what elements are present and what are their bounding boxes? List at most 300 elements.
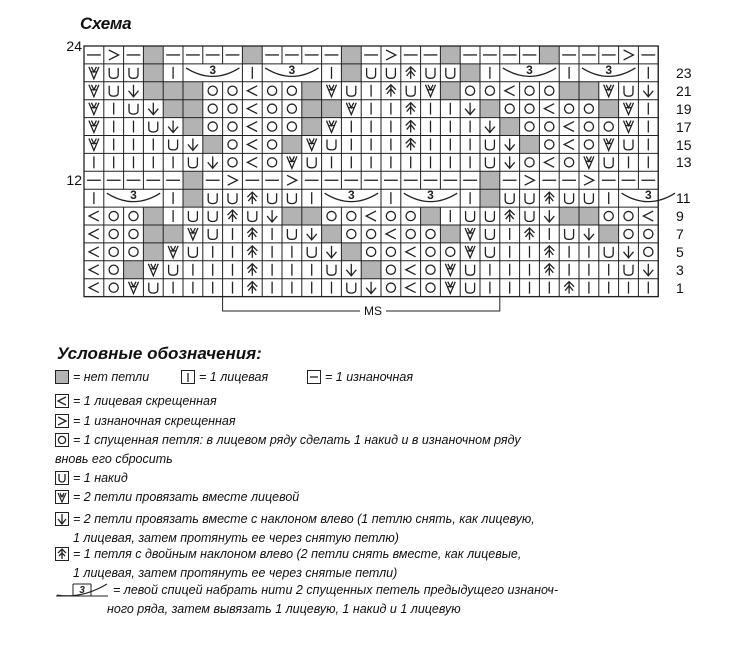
ktbl-symbol: [505, 86, 515, 96]
yo-symbol: [624, 86, 633, 96]
drop-symbol: [406, 211, 415, 220]
drop-symbol: [228, 86, 237, 95]
yo-symbol: [485, 211, 494, 221]
ssk-symbol: [129, 85, 139, 97]
drop-symbol: [644, 247, 653, 256]
svg-text:3: 3: [130, 188, 137, 203]
yo-symbol: [169, 265, 178, 275]
row-number-left: 12: [66, 172, 82, 189]
drop-symbol: [485, 86, 494, 95]
yo-symbol: [406, 86, 415, 96]
row-number-right: 17: [676, 118, 692, 135]
legend-item: [73, 531, 399, 545]
ssk-icon: [55, 512, 69, 526]
drop-symbol: [545, 140, 554, 149]
no-stitch-cell: [480, 171, 500, 189]
k2tog-icon: [55, 490, 69, 504]
yo-symbol: [287, 229, 296, 239]
k2tog-symbol: [287, 156, 297, 168]
yo-symbol: [287, 193, 296, 203]
yo-symbol: [307, 157, 316, 167]
knit-twisted-icon: [55, 394, 69, 408]
ssk-symbol: [505, 139, 515, 151]
yo-symbol: [604, 247, 613, 257]
row-number-right: 15: [676, 136, 692, 153]
drop-symbol: [287, 104, 296, 113]
ssk-symbol: [148, 103, 158, 115]
legend-text: 1 лицевая, затем протянуть ее через снятые петли): [73, 566, 398, 580]
drop-symbol: [426, 247, 435, 256]
ptbl-symbol: [386, 50, 396, 60]
k2tog-symbol: [445, 264, 455, 276]
drop-symbol: [347, 211, 356, 220]
no-stitch-cell: [183, 82, 203, 100]
yo-symbol: [485, 140, 494, 150]
no-stitch-cell: [282, 207, 302, 225]
no-stitch-cell: [480, 100, 500, 118]
yo-symbol: [624, 265, 633, 275]
ssk-symbol: [584, 228, 594, 240]
ssk-symbol: [208, 156, 218, 168]
yo-symbol: [446, 68, 455, 78]
cdd-symbol: [247, 264, 257, 276]
double-decrease-icon: [55, 547, 69, 561]
ktbl-symbol: [386, 229, 396, 239]
cdd-symbol: [406, 103, 416, 115]
drop-symbol: [228, 140, 237, 149]
k2tog-symbol: [89, 121, 99, 133]
svg-text:3: 3: [644, 188, 652, 203]
yo-symbol: [347, 86, 356, 96]
drop-symbol: [426, 265, 435, 274]
yo-symbol: [426, 68, 435, 78]
no-stitch-cell: [599, 225, 619, 243]
row-number-left: 24: [66, 38, 82, 55]
cdd-symbol: [564, 282, 574, 294]
ssk-symbol: [624, 246, 634, 258]
cdd-symbol: [544, 246, 554, 258]
k2tog-symbol: [584, 156, 594, 168]
yo-symbol: [208, 193, 217, 203]
yarn-over-icon: [55, 471, 69, 485]
ssk-symbol: [168, 121, 178, 133]
yo-symbol: [367, 68, 376, 78]
yo-symbol: [188, 247, 197, 257]
yo-symbol: [565, 193, 574, 203]
ktbl-symbol: [564, 122, 574, 132]
yo-symbol: [228, 193, 237, 203]
yo-symbol: [307, 247, 316, 257]
svg-text:3: 3: [288, 62, 296, 77]
drop-symbol: [644, 229, 653, 238]
legend-item: [55, 583, 558, 597]
ptbl-symbol: [287, 175, 297, 185]
ktbl-symbol: [406, 247, 416, 257]
cdd-symbol: [544, 264, 554, 276]
row-number-right: 9: [676, 208, 684, 225]
drop-symbol: [347, 229, 356, 238]
cdd-symbol: [247, 246, 257, 258]
drop-symbol: [525, 86, 534, 95]
yo-symbol: [485, 247, 494, 257]
legend-item: [73, 566, 397, 580]
drop-symbol: [584, 140, 593, 149]
ssk-symbol: [643, 264, 653, 276]
no-stitch-cell: [341, 46, 361, 64]
k2tog-symbol: [188, 228, 198, 240]
cdd-symbol: [247, 228, 257, 240]
ktbl-symbol: [247, 86, 257, 96]
yo-symbol: [149, 283, 158, 293]
no-stitch-cell: [302, 82, 322, 100]
no-stitch-cell: [143, 46, 163, 64]
legend-text: = 1 изнаночная: [325, 370, 414, 384]
yo-symbol: [584, 193, 593, 203]
drop-symbol: [268, 158, 277, 167]
drop-symbol: [466, 86, 475, 95]
legend-item: [107, 602, 461, 616]
drop-symbol: [287, 122, 296, 131]
no-stitch-cell: [361, 261, 381, 279]
ssk-symbol: [267, 210, 277, 222]
k2tog-symbol: [327, 121, 337, 133]
legend-text: 1 лицевая, затем протянуть ее через снятую петлю): [73, 531, 399, 545]
legend-item: [55, 394, 217, 408]
cable-three-symbol: [622, 188, 675, 202]
ssk-symbol: [485, 121, 495, 133]
drop-symbol: [525, 104, 534, 113]
ptbl-symbol: [584, 175, 594, 185]
ktbl-symbol: [406, 283, 416, 293]
no-stitch-cell: [480, 189, 500, 207]
yo-symbol: [109, 68, 118, 78]
yo-symbol: [208, 229, 217, 239]
drop-symbol: [208, 122, 217, 131]
no-stitch-cell: [143, 225, 163, 243]
yo-symbol: [525, 211, 534, 221]
no-stitch-cell: [341, 243, 361, 261]
cdd-symbol: [228, 210, 238, 222]
k2tog-symbol: [604, 139, 614, 151]
drop-symbol: [525, 158, 534, 167]
yo-symbol: [466, 211, 475, 221]
cable-three-symbol: [503, 63, 556, 77]
no-stitch-cell: [440, 46, 460, 64]
yo-symbol: [466, 265, 475, 275]
yo-symbol: [109, 86, 118, 96]
cable-three-symbol: [582, 63, 635, 77]
ptbl-symbol: [228, 175, 238, 185]
row-number-right: 23: [676, 64, 692, 81]
ssk-symbol: [346, 264, 356, 276]
cdd-symbol: [406, 139, 416, 151]
no-stitch-cell: [440, 82, 460, 100]
drop-symbol: [545, 86, 554, 95]
yo-symbol: [624, 140, 633, 150]
legend-item: [55, 433, 521, 447]
no-stitch-cell: [183, 118, 203, 136]
drop-symbol: [109, 247, 118, 256]
cdd-symbol: [406, 121, 416, 133]
yo-symbol: [466, 283, 475, 293]
drop-symbol: [584, 104, 593, 113]
ssk-symbol: [505, 156, 515, 168]
drop-symbol: [505, 104, 514, 113]
cable-three-symbol: [325, 188, 378, 202]
ktbl-symbol: [544, 157, 554, 167]
drop-symbol: [367, 229, 376, 238]
k2tog-symbol: [346, 103, 356, 115]
drop-symbol: [565, 104, 574, 113]
ktbl-symbol: [564, 140, 574, 150]
drop-symbol: [386, 265, 395, 274]
legend-text: = 1 петля с двойным наклоном влево (2 петли снять вместе, как лицевые,: [73, 547, 522, 561]
cdd-symbol: [505, 210, 515, 222]
no-stitch-cell: [520, 136, 540, 154]
k2tog-symbol: [426, 85, 436, 97]
k2tog-symbol: [148, 264, 158, 276]
drop-symbol: [109, 229, 118, 238]
no-stitch-cell: [559, 207, 579, 225]
drop-symbol: [386, 247, 395, 256]
row-number-right: 19: [676, 100, 692, 117]
legend-item: [307, 370, 413, 384]
yo-symbol: [347, 283, 356, 293]
no-stitch-cell: [341, 64, 361, 82]
legend-item: [55, 471, 128, 485]
no-stitch-cell: [599, 100, 619, 118]
ssk-symbol: [643, 85, 653, 97]
drop-symbol: [545, 122, 554, 131]
k2tog-symbol: [168, 246, 178, 258]
legend-item: [55, 547, 521, 561]
cdd-symbol: [525, 228, 535, 240]
no-stitch-cell: [500, 118, 520, 136]
drop-symbol: [208, 104, 217, 113]
no-stitch-cell: [183, 100, 203, 118]
drop-symbol: [386, 283, 395, 292]
cdd-symbol: [406, 67, 416, 79]
drop-symbol: [109, 283, 118, 292]
drop-symbol: [386, 211, 395, 220]
drop-symbol: [426, 283, 435, 292]
row-number-right: 7: [676, 226, 684, 242]
legend-text: вновь его сбросить: [55, 452, 173, 466]
drop-symbol: [268, 86, 277, 95]
drop-symbol: [624, 229, 633, 238]
ssk-symbol: [544, 210, 554, 222]
yo-symbol: [208, 211, 217, 221]
yo-symbol: [386, 68, 395, 78]
knit-icon: [181, 370, 195, 384]
drop-symbol: [268, 140, 277, 149]
legend-text: ного ряда, затем вывязать 1 лицевую, 1 накид и 1 лицевую: [107, 602, 461, 616]
ktbl-symbol: [643, 211, 653, 221]
svg-text:3: 3: [526, 62, 533, 77]
chart-title: Схема: [80, 14, 132, 33]
legend-item: [181, 370, 268, 384]
legend-text: = 1 лицевая: [199, 370, 269, 384]
purl-twisted-icon: [55, 414, 69, 428]
drop-symbol: [109, 211, 118, 220]
no-stitch-cell: [302, 118, 322, 136]
cable-three-symbol: [265, 63, 318, 77]
ktbl-symbol: [89, 229, 99, 239]
yo-symbol: [604, 157, 613, 167]
yo-symbol: [268, 193, 277, 203]
drop-symbol: [268, 104, 277, 113]
row-number-right: 3: [676, 261, 684, 278]
legend-text: = 1 спущенная петля: в лицевом ряду сделать 1 накид и в изнаночном ряду: [73, 433, 521, 447]
ms-label: MS: [360, 304, 386, 318]
no-stitch-cell: [282, 136, 302, 154]
no-stitch-cell: [322, 225, 342, 243]
no-stitch-cell: [302, 100, 322, 118]
drop-symbol: [406, 229, 415, 238]
ssk-symbol: [327, 246, 337, 258]
drop-symbol: [228, 104, 237, 113]
yo-symbol: [149, 122, 158, 132]
legend-text: = левой спицей набрать нити 2 спущенных петель предыдущего изнаноч-: [113, 583, 559, 597]
cable-three-symbol: [107, 188, 160, 202]
yo-symbol: [485, 229, 494, 239]
ktbl-symbol: [366, 211, 376, 221]
drop-symbol: [584, 122, 593, 131]
ssk-symbol: [307, 228, 317, 240]
k2tog-symbol: [129, 282, 139, 294]
drop-symbol: [208, 86, 217, 95]
ktbl-symbol: [247, 157, 257, 167]
no-stitch-cell: [322, 100, 342, 118]
drop-symbol: [228, 122, 237, 131]
drop-symbol: [327, 211, 336, 220]
yo-symbol: [485, 157, 494, 167]
yo-symbol: [248, 211, 257, 221]
no-stitch-cell: [539, 46, 559, 64]
row-number-right: 1: [676, 279, 684, 296]
ptbl-symbol: [624, 50, 634, 60]
no-stitch-cell: [143, 64, 163, 82]
k2tog-symbol: [327, 85, 337, 97]
no-stitch-cell: [203, 136, 223, 154]
k2tog-symbol: [465, 246, 475, 258]
svg-text:3: 3: [427, 188, 434, 203]
drop-symbol: [228, 158, 237, 167]
yo-symbol: [525, 193, 534, 203]
no-stitch-cell: [163, 225, 183, 243]
drop-symbol: [129, 211, 138, 220]
drop-symbol: [604, 122, 613, 131]
row-number-right: 21: [676, 82, 692, 99]
cdd-symbol: [247, 192, 257, 204]
dropped-stitch-icon: [55, 433, 69, 447]
drop-symbol: [565, 158, 574, 167]
legend-item: [55, 414, 236, 428]
no-stitch-cell: [143, 82, 163, 100]
drop-symbol: [129, 229, 138, 238]
ktbl-symbol: [89, 211, 99, 221]
ssk-symbol: [366, 282, 376, 294]
k2tog-symbol: [307, 139, 317, 151]
yo-symbol: [188, 157, 197, 167]
drop-symbol: [287, 86, 296, 95]
yo-symbol: [505, 193, 514, 203]
drop-symbol: [604, 211, 613, 220]
no-stitch-cell: [143, 207, 163, 225]
k2tog-symbol: [89, 85, 99, 97]
no-stitch-cell: [163, 100, 183, 118]
no-stitch-cell: [183, 189, 203, 207]
ktbl-symbol: [247, 140, 257, 150]
drop-symbol: [268, 122, 277, 131]
ktbl-symbol: [247, 122, 257, 132]
legend-text: = нет петли: [73, 370, 150, 384]
yo-symbol: [565, 229, 574, 239]
ktbl-symbol: [544, 104, 554, 114]
legend-item: [55, 370, 149, 384]
ktbl-symbol: [89, 283, 99, 293]
k2tog-symbol: [89, 139, 99, 151]
k2tog-symbol: [624, 103, 634, 115]
k2tog-symbol: [465, 228, 475, 240]
legend-text: = 2 петли провязать вместе лицевой: [73, 490, 300, 504]
k2tog-symbol: [624, 121, 634, 133]
svg-text:3: 3: [605, 62, 613, 77]
purl-icon: [307, 370, 321, 384]
legend-item: [55, 452, 173, 466]
drop-symbol: [525, 122, 534, 131]
svg-text:3: 3: [347, 188, 355, 203]
no-stitch-cell: [421, 207, 441, 225]
no-stitch-cell: [124, 261, 144, 279]
drop-symbol: [446, 247, 455, 256]
no-stitch-cell: [579, 207, 599, 225]
k2tog-symbol: [604, 85, 614, 97]
k2tog-symbol: [89, 67, 99, 79]
drop-symbol: [367, 247, 376, 256]
ktbl-symbol: [89, 265, 99, 275]
legend-text: = 1 изнаночная скрещенная: [73, 414, 236, 428]
yo-symbol: [169, 140, 178, 150]
ktbl-symbol: [406, 265, 416, 275]
legend-text: = 1 накид: [73, 471, 128, 485]
cdd-symbol: [544, 192, 554, 204]
drop-symbol: [426, 229, 435, 238]
ssk-symbol: [188, 139, 198, 151]
no-stitch-cell: [183, 171, 203, 189]
row-number-right: 5: [676, 243, 684, 260]
cable-three-symbol: [404, 188, 457, 202]
ptbl-symbol: [109, 50, 119, 60]
no-stitch-cell: [460, 64, 480, 82]
cdd-symbol: [386, 85, 396, 97]
no-stitch-cell: [579, 82, 599, 100]
ktbl-symbol: [89, 247, 99, 257]
row-number-right: 11: [676, 190, 691, 207]
svg-text:3: 3: [79, 585, 85, 596]
no-stitch-icon: [55, 370, 69, 384]
no-stitch-cell: [143, 243, 163, 261]
drop-symbol: [129, 247, 138, 256]
ptbl-symbol: [525, 175, 535, 185]
legend-text: = 1 лицевая скрещенная: [73, 394, 217, 408]
yo-symbol: [129, 104, 138, 114]
k2tog-symbol: [445, 282, 455, 294]
legend-text: = 2 петли провязать вместе с наклоном влево (1 петлю снять, как лицевую,: [73, 512, 535, 526]
legend-title: Условные обозначения:: [57, 344, 262, 363]
cable-three-symbol: [186, 63, 239, 77]
drop-symbol: [109, 265, 118, 274]
